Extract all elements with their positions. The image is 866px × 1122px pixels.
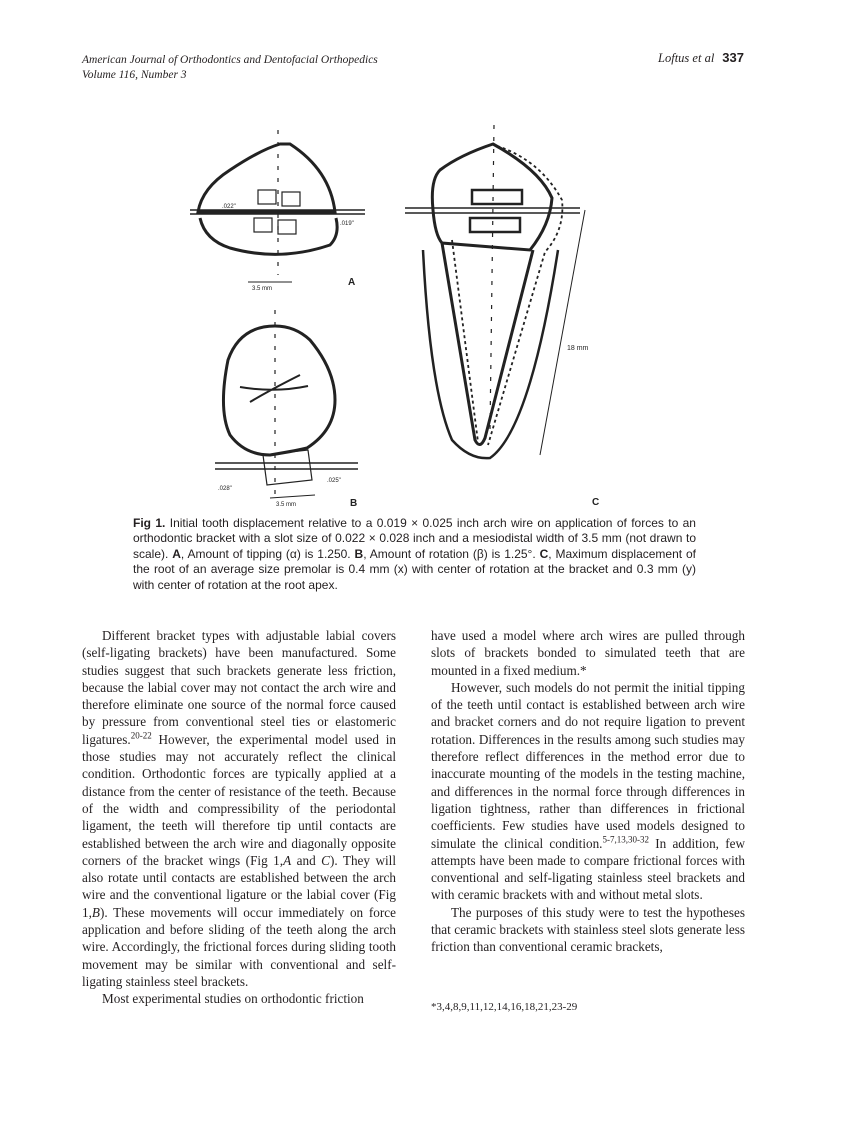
paragraph (431, 679, 745, 904)
panel-label-c: C (592, 497, 600, 508)
a-slot-label: .022" (222, 204, 236, 210)
fig-ref: A (283, 852, 292, 868)
figure-1-tooth-diagrams (190, 110, 610, 510)
paragraph (82, 627, 396, 990)
caption-label: Fig 1. (133, 516, 166, 530)
authors: Loftus et al (658, 51, 715, 65)
citation: 5-7,13,30-32 (602, 834, 649, 845)
page-number: 337 (722, 50, 744, 65)
b-width-label: 3.5 mm (276, 502, 297, 508)
caption-text: Initial tooth displacement relative to a 0.019 × 0.025 inch arch wire on application of forces to an orthodontic bracket with a slot size of 0.022 × 0.028 inch and a mesiodistal width of 3.5 mm (not drawn to scale). (133, 516, 696, 561)
citation: 20-22 (130, 730, 152, 741)
b-slot-label: .028" (218, 486, 232, 492)
panel-b-diagram (215, 310, 358, 509)
text: However, the experimental model used in those studies may not accurately reflect the clinical condition. Orthodontic forces are typically applied at a distance from the center of resistance of the teeth. Because of the width and compressibility of the periodontal ligament, the teeth will therefore tip until contacts are established between the arch wire and diagonally opposite corners of the bracket wings (Fig 1, (82, 731, 396, 868)
fig-ref: B (91, 904, 100, 920)
text: In addition, few attempts have been made to compare frictional forces with conventional and self-ligating stainless steel brackets and with ceramic brackets with and without metal slots. (431, 835, 745, 903)
paragraph: The purposes of this study were to test the hypotheses that ceramic brackets with stainless steel slots generate less friction than conventional ceramic brackets, (431, 904, 745, 955)
running-header-right (658, 50, 744, 66)
a-width-label: 3.5 mm (252, 286, 273, 292)
right-column (431, 627, 745, 956)
text: ). They will also rotate until contacts are established between the arch wire and the conventional ligature or the labial cover (Fig 1, (82, 852, 397, 920)
text: However, such models do not permit the initial tipping of the teeth until contact is established between arch wire and bracket corners and do not require ligation to prevent rotation. Differences in the results among such studies may therefore reflect differences in the method error due to inaccurate mounting of the models in the testing machine, and differences in the normal force through differences in ligation tightness, rather than differences in frictional coefficients. Few studies have used models designed to simulate the clinical condition. (431, 679, 745, 851)
caption-panel-b: B (354, 546, 364, 561)
fig-ref: C (321, 852, 330, 868)
footnote: *3,4,8,9,11,12,14,16,18,21,23-29 (431, 1001, 578, 1013)
paragraph: Most experimental studies on orthodontic friction (102, 991, 364, 1007)
text: ). These movements will occur immediately on force application and before sliding of the teeth along the arch wire. Accordingly, the frictional forces during sliding tooth movement may be similar with conventional and self-ligating stainless steel brackets. (82, 904, 396, 989)
running-header-left (82, 53, 378, 83)
paragraph: have used a model where arch wires are pulled through slots of brackets bonded to simulated teeth that are mounted in a fixed medium.* (431, 628, 745, 678)
panel-label-b: B (350, 498, 358, 509)
panel-label-a: A (348, 277, 356, 288)
b-wire-label: .025" (327, 478, 341, 484)
c-length-label: 18 mm (567, 345, 589, 352)
text: and (291, 852, 322, 868)
a-wire-label: .019" (340, 221, 354, 227)
caption-panel-c: C (539, 546, 549, 561)
caption-text: , Amount of tipping (α) is 1.250. (180, 546, 355, 561)
panel-c-diagram (405, 125, 599, 508)
caption-text: , Maximum displacement of the root of an average size premolar is 0.4 mm (x) with center of rotation at the bracket and 0.3 mm (y) with center of rotation at the root apex. (133, 546, 696, 592)
text: Different bracket types with adjustable labial covers (self-ligating brackets) have been manufactured. Some studies suggest that such brackets generate less friction, because the labial cover may not contact the arch wire and therefore eliminate one source of the normal force caused by pressure from conventional steel ties or elastomeric ligatures. (82, 628, 396, 747)
caption-text: , Amount of rotation (β) is 1.25°. (363, 546, 540, 561)
panel-a-diagram (190, 130, 365, 292)
figure-caption (133, 516, 696, 593)
journal-volume: Volume 116, Number 3 (82, 69, 187, 81)
caption-panel-a: A (172, 546, 181, 561)
left-column (82, 627, 396, 1008)
journal-title: American Journal of Orthodontics and Dentofacial Orthopedics (82, 54, 378, 66)
